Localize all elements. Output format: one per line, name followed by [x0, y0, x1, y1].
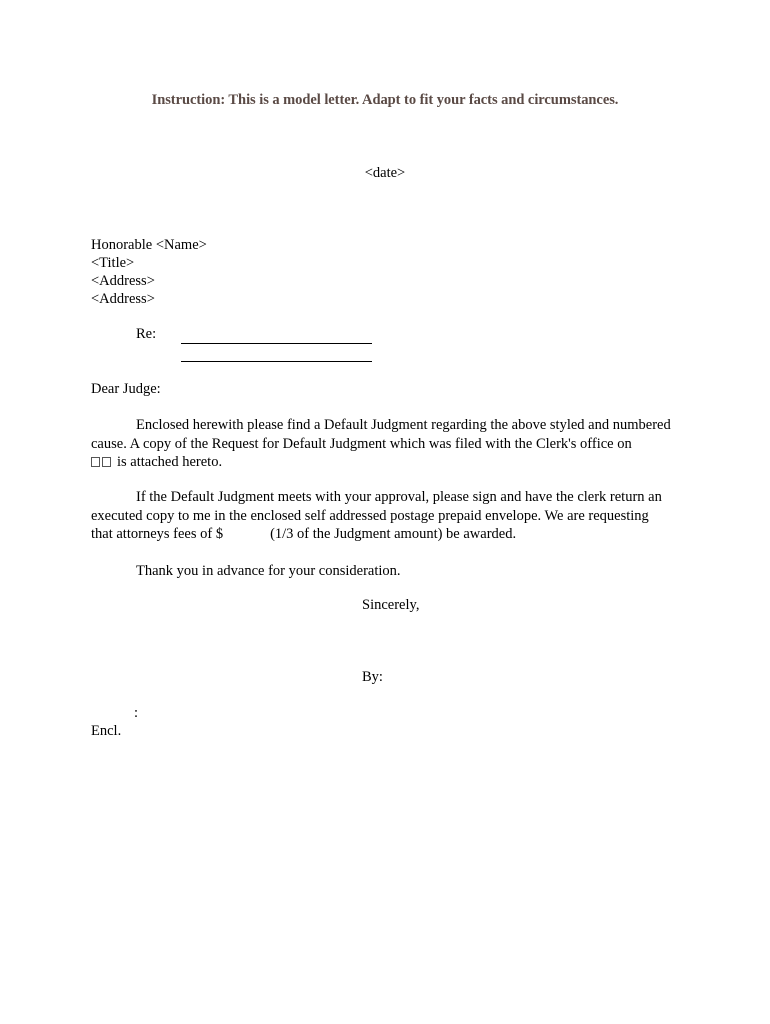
re-label: Re: — [136, 326, 157, 342]
paragraph-enclosed — [91, 416, 680, 472]
placeholder-box-icon — [91, 457, 100, 467]
recipient-address-block — [91, 236, 207, 308]
re-blank-line-2[interactable] — [181, 361, 372, 362]
paragraph-line: If the Default Judgment meets with your approval, please sign and have the clerk return an — [136, 489, 662, 505]
re-blank-line-1[interactable] — [181, 343, 372, 344]
enclosure-label: Encl. — [91, 723, 122, 739]
fees-trail-text: (1/3 of the Judgment amount) be awarded. — [270, 526, 517, 542]
signature-by-label: By: — [362, 669, 383, 685]
paragraph-line: Thank you in advance for your consideration. — [136, 563, 401, 579]
placeholder-box-icon — [102, 457, 111, 467]
recipient-name: Honorable <Name> — [91, 237, 207, 253]
paragraph-approval — [91, 488, 680, 544]
paragraph-thanks — [91, 562, 680, 581]
paragraph-line: cause. A copy of the Request for Default Judgment which was filed with the Clerk's office on — [91, 435, 632, 452]
paragraph-line-text: is attached hereto. — [117, 454, 223, 470]
recipient-address-2: <Address> — [91, 291, 155, 307]
salutation: Dear Judge: — [91, 381, 161, 397]
closing-sincerely: Sincerely, — [362, 597, 420, 613]
paragraph-line-fees — [91, 525, 680, 544]
instruction-heading: Instruction: This is a model letter. Adapt to fit your facts and circumstances. — [151, 92, 619, 108]
paragraph-line: executed copy to me in the enclosed self addressed postage prepaid envelope. We are requesting — [91, 507, 649, 524]
recipient-address-1: <Address> — [91, 273, 155, 289]
paragraph-line: Enclosed herewith please find a Default Judgment regarding the above styled and numbered — [136, 417, 671, 433]
paragraph-line-with-placeholder — [91, 453, 680, 472]
recipient-title: <Title> — [91, 255, 135, 271]
initials-colon: : — [134, 705, 139, 721]
fees-lead-text: that attorneys fees of $ — [91, 526, 224, 542]
letter-date: <date> — [364, 165, 406, 181]
